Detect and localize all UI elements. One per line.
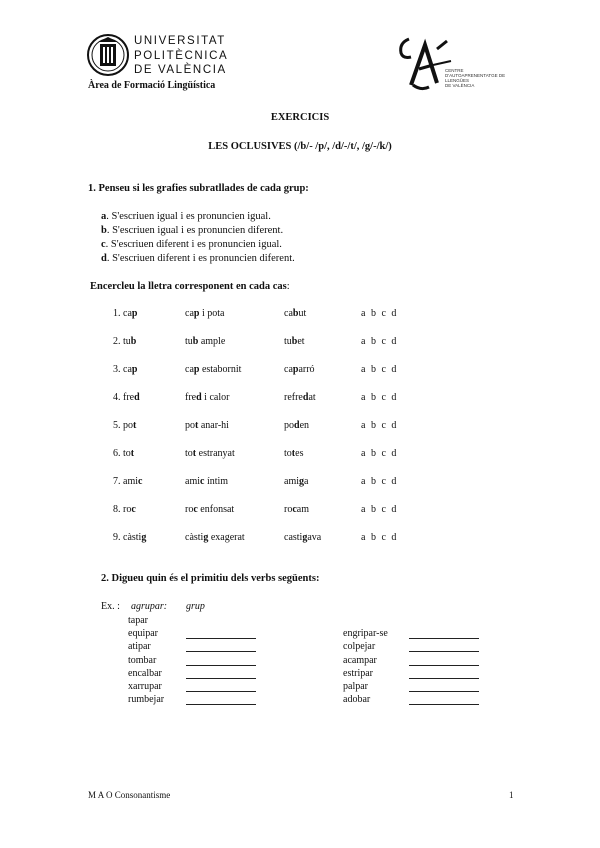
caf-logo — [393, 35, 513, 95]
word-3: caparró — [284, 364, 315, 375]
answer-choices[interactable]: a b c d — [361, 392, 397, 403]
word-1: 7. amic — [113, 476, 143, 487]
options-list — [101, 210, 295, 266]
answer-blank[interactable] — [186, 668, 256, 679]
answer-blank[interactable] — [409, 694, 479, 705]
verb-item — [128, 615, 148, 626]
example-label: Ex. : — [101, 601, 120, 612]
caf-text: CENTRE D'AUTOAPRENENTATGE DE LLENGÜES DE VALÈNCIA — [445, 68, 506, 88]
upv-logo — [86, 32, 236, 82]
word-1: 6. tot — [113, 448, 135, 459]
verb-item — [343, 628, 388, 639]
answer-blank[interactable] — [409, 628, 479, 639]
word-3: castigava — [284, 532, 322, 543]
answer-blank[interactable] — [409, 641, 479, 652]
word-1: 8. roc — [113, 504, 136, 515]
word-3: rocam — [284, 504, 310, 515]
word-3: tubet — [284, 336, 305, 347]
answer-blank[interactable] — [186, 641, 256, 652]
verb-label: encalbar — [128, 667, 162, 679]
answer-choices[interactable]: a b c d — [361, 504, 397, 515]
example-verb: agrupar: — [131, 601, 168, 612]
verb-item — [128, 668, 162, 679]
page-number: 1 — [509, 790, 514, 800]
section2-heading: 2. Digueu quin és el primitiu dels verbs següents: — [101, 573, 320, 584]
answer-blank[interactable] — [186, 681, 256, 692]
answer-blank[interactable] — [409, 681, 479, 692]
word-2: cap i pota — [185, 308, 225, 319]
verb-item — [343, 681, 368, 692]
verb-label: engripar-se — [343, 628, 388, 640]
verb-label: palpar — [343, 681, 368, 692]
verb-item — [343, 641, 375, 652]
answer-choices[interactable]: a b c d — [361, 364, 397, 375]
verb-item — [128, 694, 164, 705]
verb-item — [128, 655, 156, 666]
verb-item — [128, 681, 162, 692]
word-1: 9. càstig — [113, 532, 147, 543]
answer-choices[interactable]: a b c d — [361, 448, 397, 459]
option-d: d. S'escriuen diferent i es pronuncien diferent. — [101, 253, 295, 264]
word-2: fred i calor — [185, 392, 230, 403]
answer-blank[interactable] — [186, 655, 256, 666]
verb-label: tombar — [128, 654, 157, 666]
word-1: 4. fred — [113, 392, 140, 403]
word-3: totes — [284, 448, 304, 459]
answer-choices[interactable]: a b c d — [361, 308, 397, 319]
verb-item — [128, 641, 151, 652]
verb-label: equipar — [128, 628, 158, 640]
word-2: amic íntim — [185, 476, 229, 487]
verb-item — [343, 694, 370, 705]
answer-blank[interactable] — [409, 655, 479, 666]
verb-label: estripar — [343, 667, 373, 679]
verb-label: atipar — [128, 641, 151, 653]
answer-choices[interactable]: a b c d — [361, 532, 397, 543]
answer-blank[interactable] — [409, 668, 479, 679]
option-b: b. S'escriuen igual i es pronuncien diferent. — [101, 225, 284, 236]
word-2: roc enfonsat — [185, 504, 235, 515]
answer-choices[interactable]: a b c d — [361, 476, 397, 487]
footer-left: M A O Consonantisme — [88, 790, 171, 800]
verb-label: adobar — [343, 694, 371, 706]
area-label: Àrea de Formació Lingüística — [88, 80, 216, 91]
instruction: Encercleu la lletra corresponent en cada cas: — [90, 281, 290, 292]
word-3: refredat — [284, 392, 316, 403]
word-3: amiga — [284, 476, 309, 487]
answer-blank[interactable] — [186, 694, 256, 705]
word-2: tot estranyat — [185, 448, 235, 459]
answer-blank[interactable] — [186, 628, 256, 639]
university-name: UNIVERSITAT POLITÈCNICA DE VALÈNCIA — [134, 35, 229, 76]
page-subtitle: LES OCLUSIVES (/b/- /p/, /d/-/t/, /g/-/k/) — [208, 141, 392, 152]
verb-item — [128, 628, 158, 639]
option-c: c. S'escriuen diferent i es pronuncien igual. — [101, 239, 282, 250]
upv-seal-icon — [86, 32, 130, 78]
example-answer: grup — [186, 601, 205, 612]
word-1: 2. tub — [113, 336, 137, 347]
verb-item — [343, 655, 377, 666]
word-1: 3. cap — [113, 364, 138, 375]
verb-label: colpejar — [343, 641, 376, 653]
page-title: EXERCICIS — [270, 112, 330, 123]
verb-label: acampar — [343, 654, 377, 666]
verb-label: xarrupar — [128, 681, 162, 692]
verb-label: rumbejar — [128, 694, 165, 706]
word-3: poden — [284, 420, 310, 431]
verb-label: tapar — [128, 615, 148, 626]
section1-heading: 1. Penseu si les grafies subratllades de cada grup: — [88, 183, 309, 194]
word-3: cabut — [284, 308, 307, 319]
verb-item — [343, 668, 373, 679]
word-2: tub ample — [185, 336, 226, 347]
answer-choices[interactable]: a b c d — [361, 420, 397, 431]
answer-choices[interactable]: a b c d — [361, 336, 397, 347]
word-2: cap estabornit — [185, 364, 242, 375]
option-a: a. S'escriuen igual i es pronuncien igual. — [101, 211, 271, 222]
word-2: càstig exagerat — [185, 532, 245, 543]
word-2: pot anar-hi — [185, 420, 229, 431]
word-1: 5. pot — [113, 420, 137, 431]
word-1: 1. cap — [113, 308, 138, 319]
